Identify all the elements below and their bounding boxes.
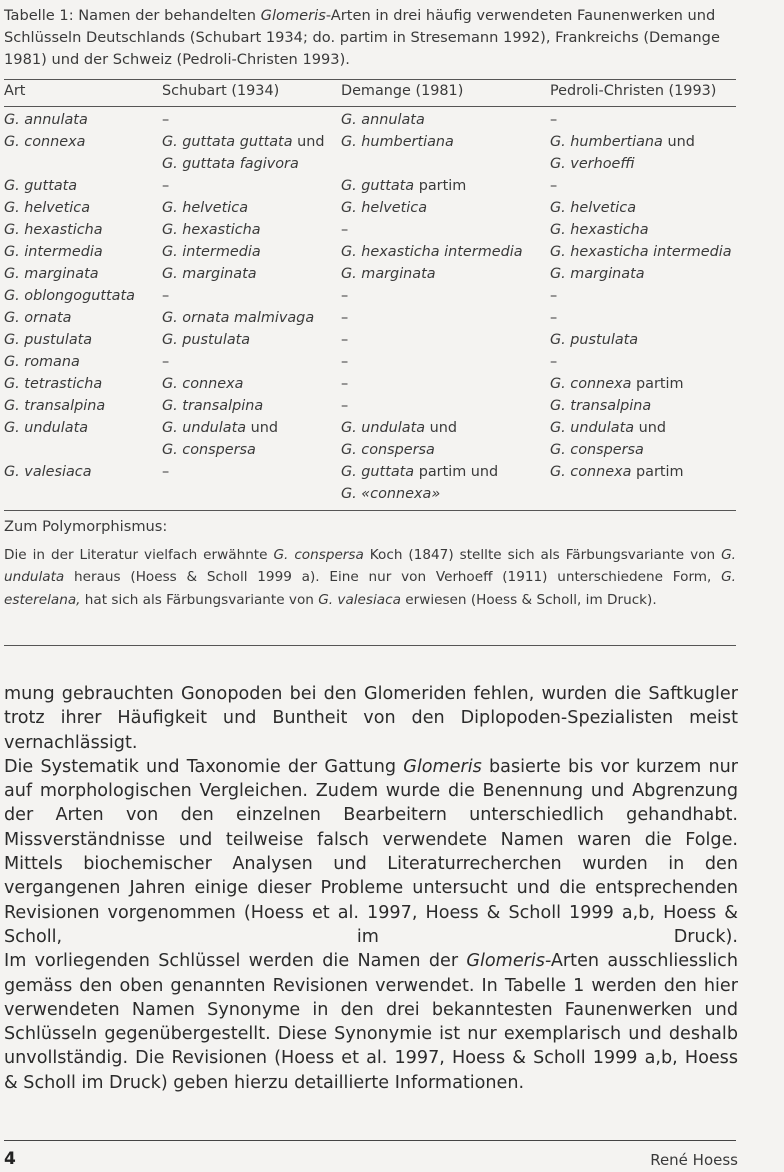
cell-pedroli: – <box>550 354 558 370</box>
cell-art: G. undulata <box>4 420 89 436</box>
cell-schubart: G. marginata <box>162 266 257 282</box>
cell-demange: G. humbertiana <box>341 134 454 150</box>
cell-schubart: G. intermedia <box>162 244 261 260</box>
header-schubart: Schubart (1934) <box>162 83 280 99</box>
cell-pedroli: – <box>550 112 558 128</box>
header-pedroli: Pedroli-Christen (1993) <box>550 83 717 99</box>
cell-demange: – <box>341 376 349 392</box>
header-demange: Demange (1981) <box>341 83 464 99</box>
cell-pedroli: G. marginata <box>550 266 645 282</box>
cell-demange: – <box>341 332 349 348</box>
cell-art: G. intermedia <box>4 244 103 260</box>
table-row <box>0 219 784 241</box>
cell-art: G. romana <box>4 354 80 370</box>
cell-schubart: G. connexa <box>162 376 244 392</box>
cell-schubart: – <box>162 354 170 370</box>
cell-schubart: – <box>162 178 170 194</box>
cell-pedroli: G. undulata und G. conspersa <box>550 420 667 458</box>
cell-schubart: – <box>162 464 170 480</box>
table-bottom-rule <box>4 510 736 511</box>
cell-schubart: – <box>162 288 170 304</box>
table-header-row <box>0 80 784 104</box>
cell-schubart: G. helvetica <box>162 200 249 216</box>
table-caption <box>4 5 734 71</box>
cell-art: G. valesiaca <box>4 464 92 480</box>
cell-demange: G. marginata <box>341 266 436 282</box>
cell-schubart: – <box>162 112 170 128</box>
cell-demange: G. guttata partim und G. «connexa» <box>341 464 499 502</box>
cell-demange: – <box>341 222 349 238</box>
table-row <box>0 197 784 219</box>
cell-schubart: G. ornata malmivaga <box>162 310 315 326</box>
table-row <box>0 395 784 417</box>
cell-schubart: G. hexasticha <box>162 222 261 238</box>
cell-art: G. oblongoguttata <box>4 288 135 304</box>
table-row <box>0 175 784 197</box>
cell-schubart: G. pustulata <box>162 332 251 348</box>
cell-pedroli: – <box>550 310 558 326</box>
cell-demange: G. helvetica <box>341 200 428 216</box>
polymorph-bottom-rule <box>4 645 736 646</box>
table-row <box>0 329 784 351</box>
cell-pedroli: – <box>550 288 558 304</box>
cell-art: G. guttata <box>4 178 78 194</box>
cell-pedroli: G. pustulata <box>550 332 639 348</box>
table-row <box>0 351 784 373</box>
caption-text: Tabelle 1: Namen der behandelten <box>4 7 261 24</box>
cell-pedroli: G. hexasticha intermedia <box>550 244 732 260</box>
cell-art: G. tetrasticha <box>4 376 103 392</box>
table-row <box>0 461 784 505</box>
cell-demange: – <box>341 398 349 414</box>
body-paragraph-3: Im vorliegenden Schlüssel werden die Namen der Glomeris-Arten ausschliesslich gemäss den oben genannten Revisionen verwendet. In Tabelle 1 werden den hier verwendeten Namen Synonyme in den drei bekanntesten Faunenwerken und Schlüsseln gegenübergestellt. Diese Synonymie ist nur exemplarisch und deshalb unvollständig. Die Revisionen (Hoess et al. 1997, Hoess & Scholl 1999 a,b, Hoess & Scholl im Druck) geben hierzu detaillierte Informationen. <box>4 951 738 1093</box>
page-number: 4 <box>4 1149 16 1169</box>
header-art: Art <box>4 83 26 99</box>
table-row <box>0 417 784 461</box>
cell-pedroli: G. hexasticha <box>550 222 649 238</box>
cell-art: G. hexasticha <box>4 222 103 238</box>
table-row <box>0 373 784 395</box>
cell-art: G. connexa <box>4 134 86 150</box>
footer-rule <box>4 1140 736 1141</box>
cell-pedroli: G. humbertiana und G. verhoeffi <box>550 134 695 172</box>
caption-text-end: -Arten in drei häufig verwendeten Faunenwerken und Schlüsseln Deutschlands (Schubart 1934; do. partim in Stresemann 1992), Frankreichs (Demange 1981) und der Schweiz (Pedroli-Christen 1993). <box>4 7 720 68</box>
cell-demange: – <box>341 354 349 370</box>
cell-art: G. ornata <box>4 310 72 326</box>
cell-demange: G. annulata <box>341 112 425 128</box>
table-body <box>0 109 784 505</box>
body-paragraph-2: Die Systematik und Taxonomie der Gattung Glomeris basierte bis vor kurzem nur auf morphologischen Vergleichen. Zudem wurde die Benennung und Abgrenzung der Arten von den einzelnen Bearbeitern unterschiedlich gehandhabt. Missverständnisse und teilweise falsch verwendete Namen waren die Folge. Mittels biochemischer Analysen und Literaturrecherchen wurden in den vergangenen Jahren einige dieser Probleme untersucht und die entsprechenden Revisionen vorgenommen (Hoess et al. 1997, Hoess & Scholl 1999 a,b, Hoess & Scholl, im Druck). <box>4 756 738 947</box>
cell-schubart: G. transalpina <box>162 398 264 414</box>
cell-demange: G. guttata partim <box>341 178 467 194</box>
cell-schubart: G. guttata guttata und G. guttata fagivora <box>162 134 325 172</box>
table-row <box>0 131 784 175</box>
cell-art: G. helvetica <box>4 200 91 216</box>
cell-pedroli: G. helvetica <box>550 200 637 216</box>
table-row <box>0 109 784 131</box>
cell-art: G. pustulata <box>4 332 93 348</box>
cell-demange: – <box>341 310 349 326</box>
body-text <box>4 682 738 1095</box>
cell-pedroli: G. connexa partim <box>550 464 684 480</box>
table-row <box>0 285 784 307</box>
polymorph-text: Die in der Literatur vielfach erwähnte G. conspersa Koch (1847) stellte sich als Färbungsvariante von G. undulata heraus (Hoess & Scholl 1999 a). Eine nur von Verhoeff (1911) unterschiedene Form, G. esterelana, hat sich als Färbungsvariante von G. valesiaca erwiesen (Hoess & Scholl, im Druck). <box>4 547 736 608</box>
cell-demange: – <box>341 288 349 304</box>
caption-genus: Glomeris <box>260 7 326 24</box>
table-row <box>0 263 784 285</box>
cell-art: G. marginata <box>4 266 99 282</box>
cell-pedroli: G. connexa partim <box>550 376 684 392</box>
cell-pedroli: – <box>550 178 558 194</box>
table-header-rule <box>4 106 736 107</box>
footer-author: René Hoess <box>650 1151 738 1169</box>
cell-demange: G. hexasticha intermedia <box>341 244 523 260</box>
cell-schubart: G. undulata und G. conspersa <box>162 420 279 458</box>
cell-art: G. annulata <box>4 112 88 128</box>
polymorph-title: Zum Polymorphismus: <box>4 518 168 535</box>
cell-demange: G. undulata und G. conspersa <box>341 420 458 458</box>
table-row <box>0 241 784 263</box>
cell-pedroli: G. transalpina <box>550 398 652 414</box>
table-row <box>0 307 784 329</box>
body-paragraph-1: mung gebrauchten Gonopoden bei den Glomeriden fehlen, wurden die Saftkugler trotz ihrer Häufigkeit und Buntheit von den Diplopoden-Spezialisten meist vernachlässigt. <box>4 684 738 753</box>
cell-art: G. transalpina <box>4 398 106 414</box>
